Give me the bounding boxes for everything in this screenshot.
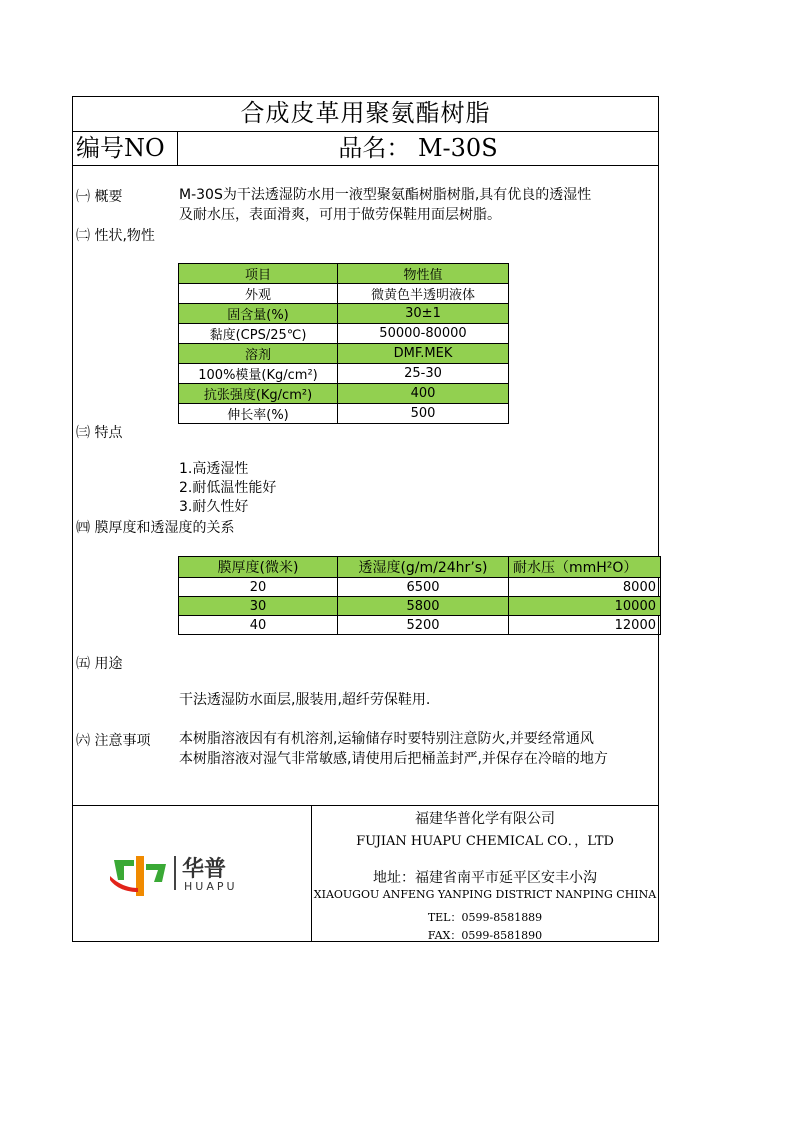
- table-header-cell: 耐水压（mmH²O）: [509, 557, 661, 578]
- table-header-cell: 膜厚度(微米): [179, 557, 338, 578]
- section-usage-label: ㈤ 用途: [76, 656, 123, 672]
- table-cell: 10000: [509, 597, 661, 616]
- table-cell: 物性值: [338, 264, 509, 284]
- table-cell: 12000: [509, 616, 661, 635]
- table-cell: 固含量(%): [179, 304, 338, 324]
- table-cell: 500: [338, 404, 509, 424]
- table-cell: 外观: [179, 284, 338, 304]
- fax: FAX：0599-8581890: [427, 929, 543, 941]
- table-row: [179, 597, 661, 616]
- section-notes-label: ㈥ 注意事项: [76, 733, 151, 749]
- table-row: [179, 364, 509, 384]
- table-cell: 8000: [509, 578, 661, 597]
- table-cell: DMF.MEK: [338, 344, 509, 364]
- logo-divider: [174, 856, 176, 890]
- table-cell: 400: [338, 384, 509, 404]
- feature-item: 1.高透湿性: [179, 461, 249, 477]
- section-film-label: ㈣ 膜厚度和透湿度的关系: [76, 520, 235, 536]
- table-cell: 50000-80000: [338, 324, 509, 344]
- table-row: [179, 324, 509, 344]
- address-cn: 地址：福建省南平市延平区安丰小沟: [373, 870, 597, 886]
- table-cell: 6500: [338, 578, 509, 597]
- company-logo: [108, 850, 268, 898]
- table-header-cell: 透湿度(g/m/24hr’s): [338, 557, 509, 578]
- table-cell: 溶剂: [179, 344, 338, 364]
- table-row: [179, 264, 509, 284]
- table-cell: 100%模量(Kg/cm²): [179, 364, 338, 384]
- table-cell: 抗张强度(Kg/cm²): [179, 384, 338, 404]
- table-cell: 20: [179, 578, 338, 597]
- huapu-logo-icon: [108, 850, 172, 898]
- content-frame: [72, 166, 659, 806]
- table-row: [179, 304, 509, 324]
- table-cell: 25-30: [338, 364, 509, 384]
- notes-line-1: 本树脂溶液因有有机溶剂,运输储存时要特别注意防火,并要经常通风: [179, 731, 594, 747]
- table-cell: 5800: [338, 597, 509, 616]
- usage-line: 干法透湿防水面层,服装用,超纤劳保鞋用.: [179, 692, 431, 708]
- company-name-cn: 福建华普化学有限公司: [415, 811, 555, 827]
- number-label: 编号NO: [73, 132, 178, 165]
- overview-line-2: 及耐水压，表面滑爽，可用于做劳保鞋用面层树脂。: [179, 207, 501, 223]
- address-en: XIAOUGOU ANFENG YANPING DISTRICT NANPING CHINA: [313, 888, 657, 901]
- notes-line-2: 本树脂溶液对湿气非常敏感,请使用后把桶盖封严,并保存在冷暗的地方: [179, 751, 608, 767]
- tel: TEL：0599-8581889: [427, 911, 543, 924]
- table-cell: 40: [179, 616, 338, 635]
- section-overview-label: ㈠ 概要: [76, 189, 123, 205]
- company-name-en: FUJIAN HUAPU CHEMICAL CO．，LTD: [356, 834, 614, 849]
- product-name: 品名： M-30S: [338, 134, 498, 162]
- table-cell: 黏度(CPS/25℃): [179, 324, 338, 344]
- table-row: [179, 384, 509, 404]
- number-row: [72, 131, 659, 166]
- table-cell: 30±1: [338, 304, 509, 324]
- film-thickness-table: [178, 556, 661, 635]
- table-row: [179, 284, 509, 304]
- table-row: [179, 344, 509, 364]
- table-header-row: [179, 557, 661, 578]
- properties-table: [178, 263, 509, 424]
- logo-text-en: HUAPU: [184, 880, 238, 893]
- feature-item: 2.耐低温性能好: [179, 480, 277, 496]
- section-features-label: ㈢ 特点: [76, 425, 123, 441]
- table-row: [179, 616, 661, 635]
- notes-clip: [179, 730, 658, 770]
- table-cell: 30: [179, 597, 338, 616]
- table-row: [179, 578, 661, 597]
- table-cell: 伸长率(%): [179, 404, 338, 424]
- table-cell: 微黄色半透明液体: [338, 284, 509, 304]
- overview-line-1: M-30S为干法透湿防水用一液型聚氨酯树脂树脂,具有优良的透湿性: [179, 187, 592, 203]
- table-row: [179, 404, 509, 424]
- logo-text-cn: 华普: [182, 857, 227, 882]
- table-cell: 项目: [179, 264, 338, 284]
- company-info: [311, 806, 658, 941]
- section-properties-label: ㈡ 性状,物性: [76, 228, 155, 244]
- feature-item: 3.耐久性好: [179, 499, 249, 515]
- table-cell: 5200: [338, 616, 509, 635]
- document-title: 合成皮革用聚氨酯树脂: [72, 96, 659, 131]
